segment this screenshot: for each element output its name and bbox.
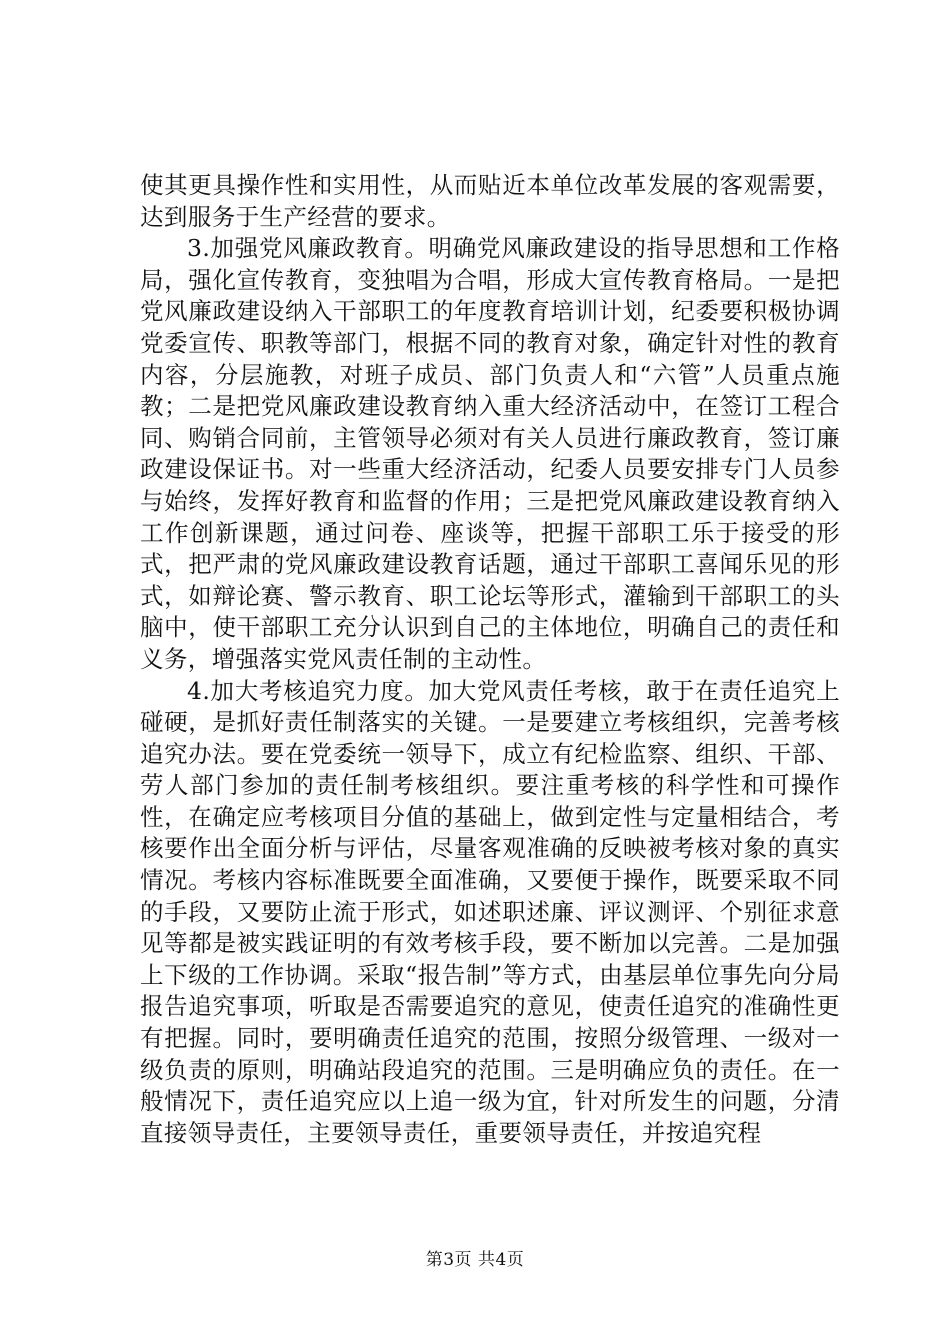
page-number: 第3页 共4页 xyxy=(425,1250,525,1270)
paragraph-party-education: 3.加强党风廉政教育。明确党风廉政建设的指导思想和工作格局，强化宣传教育，变独唱为合唱，形成大宣传教育格局。一是把党风廉政建设纳入干部职工的年度教育培训计划，纪委要积极协调党委宣传、职教等部门，根据不同的教育对象，确定针对性的教育内容，分层施教，对班子成员、部门负责人和“六管”人员重点施教；二是把党风廉政建设教育纳入重大经济活动中，在签订工程合同、购销合同前，主管领导必须对有关人员进行廉政教育，签订廉政建设保证书。对一些重大经济活动，纪委人员要安排专门人员参与始终，发挥好教育和监督的作用；三是把党风廉政建设教育纳入工作创新课题，通过问卷、座谈等，把握干部职工乐于接受的形式，把严肃的党风廉政建设教育话题，通过干部职工喜闻乐见的形式，如辩论赛、警示教育、职工论坛等形式，灌输到干部职工的头脑中，使干部职工充分认识到自己的主体地位，明确自己的责任和义务，增强落实党风责任制的主动性。 xyxy=(140,234,840,673)
body-text xyxy=(140,170,840,1149)
paragraph-assessment-accountability: 4.加大考核追究力度。加大党风责任考核，敢于在责任追究上碰硬，是抓好责任制落实的关键。一是要建立考核组织，完善考核追究办法。要在党委统一领导下，成立有纪检监察、组织、干部、劳人部门参加的责任制考核组织。要注重考核的科学性和可操作性，在确定应考核项目分值的基础上，做到定性与定量相结合，考核要作出全面分析与评估，尽量客观准确的反映被考核对象的真实情况。考核内容标准既要全面准确，又要便于操作，既要采取不同的手段，又要防止流于形式，如述职述廉、评议测评、个别征求意见等都是被实践证明的有效考核手段，要不断加以完善。二是加强上下级的工作协调。采取“报告制”等方式，由基层单位事先向分局报告追究事项，听取是否需要追究的意见，使责任追究的准确性更有把握。同时，要明确责任追究的范围，按照分级管理、一级对一级负责的原则，明确站段追究的范围。三是明确应负的责任。在一般情况下，责任追究应以上追一级为宜，针对所发生的问题，分清直接领导责任，主要领导责任，重要领导责任，并按追究程 xyxy=(140,676,840,1147)
paragraph-continuation: 使其更具操作性和实用性，从而贴近本单位改革发展的客观需要，达到服务于生产经营的要求。 xyxy=(140,171,840,231)
